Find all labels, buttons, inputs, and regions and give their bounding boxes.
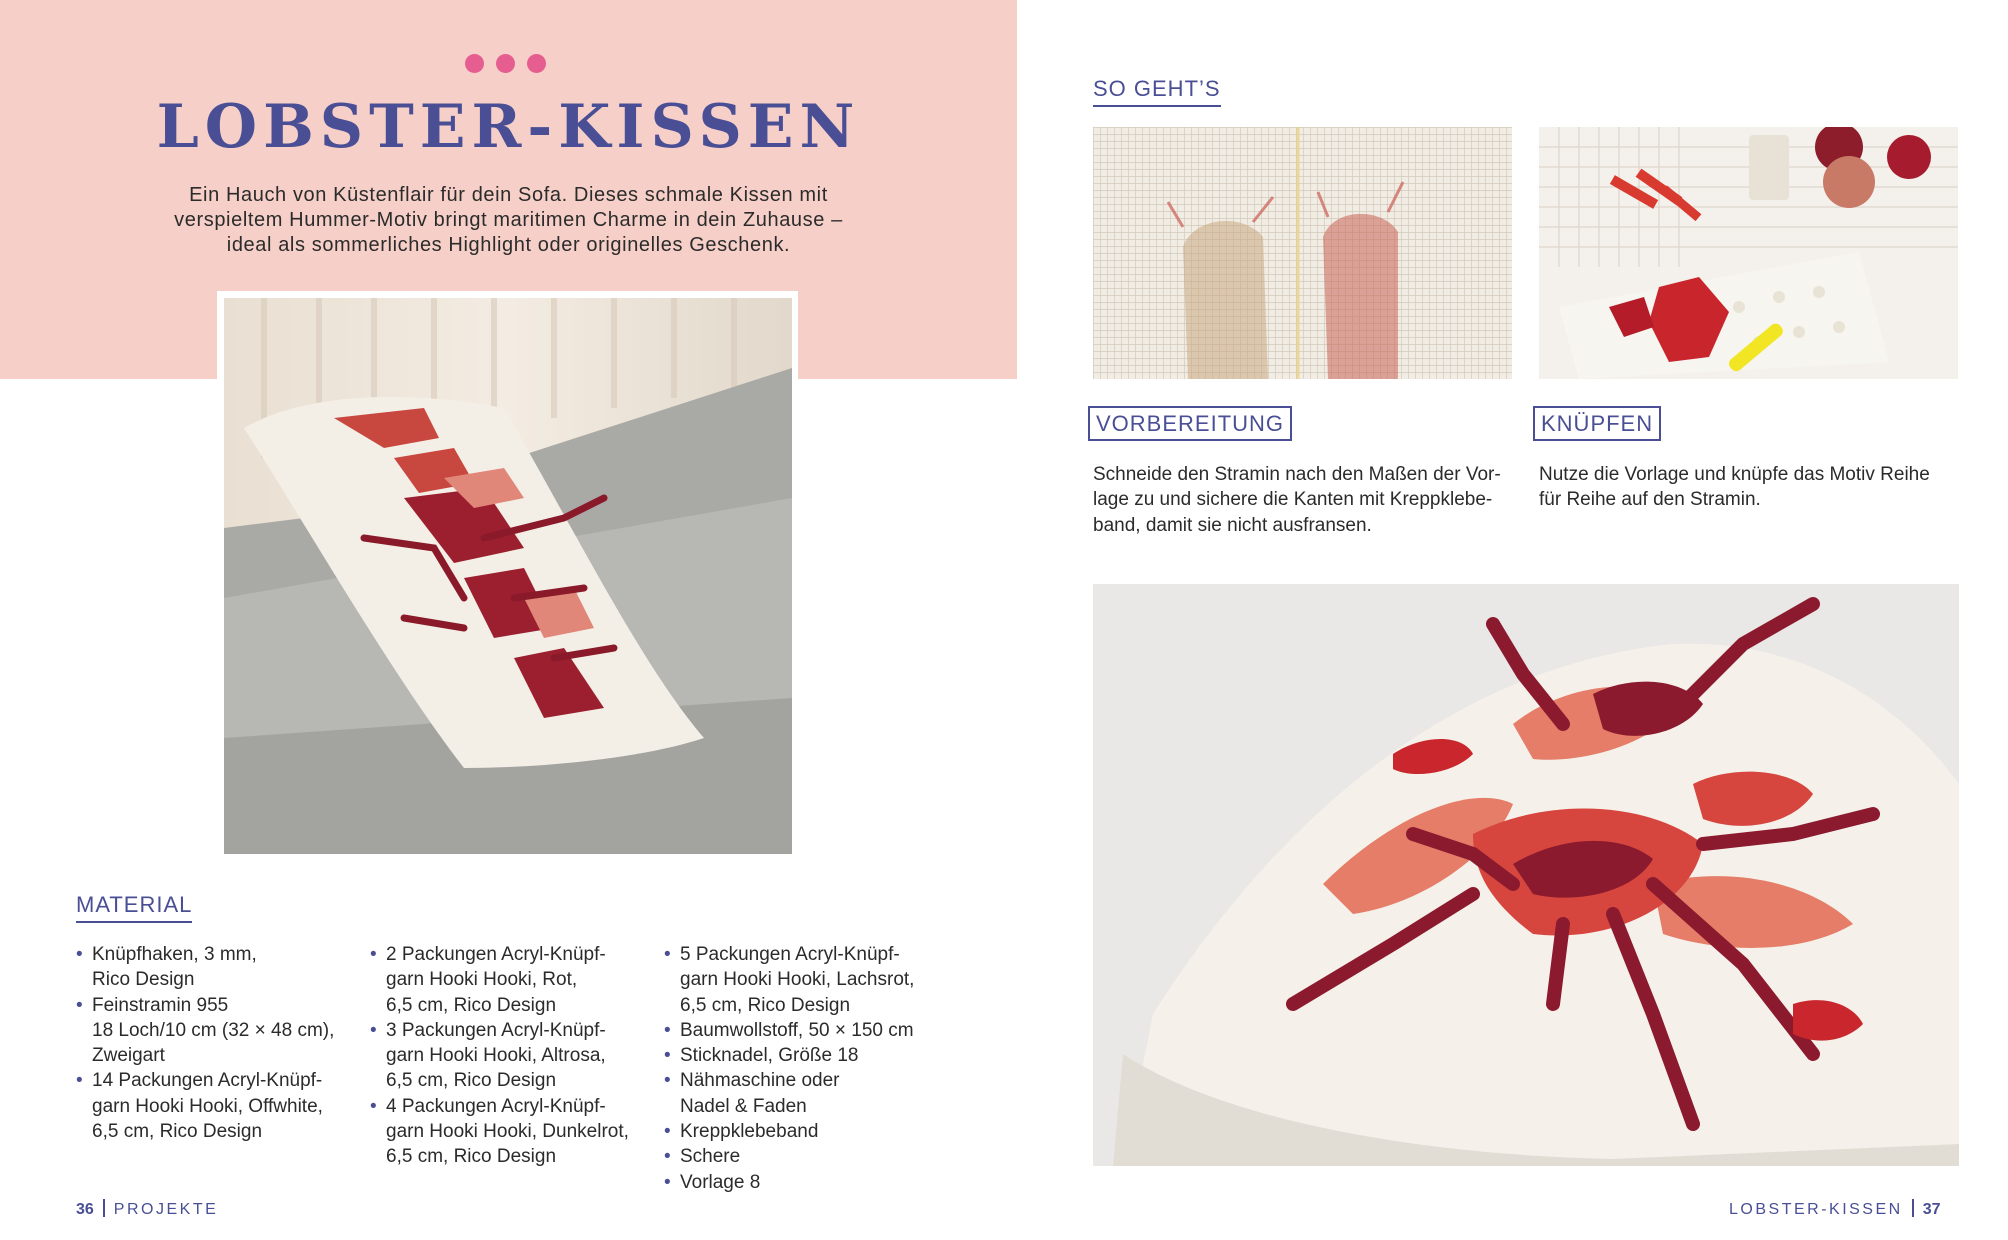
material-line: garn Hooki Hooki, Offwhite, (92, 1095, 323, 1117)
instructions-heading: SO GEHT’S (1093, 76, 1221, 107)
intro-text (120, 183, 897, 258)
material-item (370, 1018, 660, 1094)
material-line: Rico Design (92, 969, 195, 991)
material-line: Nadel & Faden (680, 1095, 807, 1117)
material-line: • Knüpfhaken, 3 mm, (92, 944, 257, 965)
page-title: LOBSTER-KISSEN (156, 92, 861, 162)
material-line: garn Hooki Hooki, Altrosa, (386, 1045, 606, 1067)
material-line: • Nähmaschine oder (680, 1070, 840, 1092)
material-item (664, 942, 954, 1018)
section-name: LOBSTER-KISSEN (1729, 1201, 1903, 1218)
material-line: garn Hooki Hooki, Rot, (386, 969, 578, 991)
material-line: 6,5 cm, Rico Design (680, 994, 851, 1016)
step-line: für Reihe auf den Stramin. (1539, 489, 1761, 511)
divider (1912, 1199, 1914, 1217)
step-line: Schneide den Stramin nach den Maßen der Vor- (1093, 464, 1501, 485)
page-number: 36 (76, 1201, 94, 1218)
material-item (664, 1119, 954, 1144)
material-line: • Schere (680, 1146, 741, 1168)
material-line: • Feinstramin 955 (92, 994, 229, 1016)
canvas-preparation-photo (1093, 127, 1512, 379)
intro-line: Ein Hauch von Küstenflair für dein Sofa. Dieses schmale Kissen mit (189, 184, 828, 206)
step-line: band, damit sie nicht ausfransen. (1093, 514, 1372, 536)
material-list (664, 942, 954, 1195)
decorative-dots (465, 54, 546, 73)
material-line: • Sticknadel, Größe 18 (680, 1045, 859, 1067)
page-number: 37 (1922, 1201, 1941, 1218)
material-line: garn Hooki Hooki, Lachsrot, (680, 969, 915, 991)
material-line: • Baumwollstoff, 50 × 150 cm (680, 1019, 914, 1041)
step-line: Nutze die Vorlage und knüpfe das Motiv Reihe (1539, 464, 1930, 485)
material-line: • 14 Packungen Acryl-Knüpf- (92, 1070, 323, 1092)
material-line: • 3 Packungen Acryl-Knüpf- (386, 1019, 606, 1041)
cushion-detail-photo (1093, 584, 1959, 1166)
material-list (370, 942, 660, 1170)
divider (103, 1199, 105, 1217)
dot-icon (527, 54, 546, 73)
material-line: 6,5 cm, Rico Design (386, 1146, 557, 1168)
material-item (76, 1068, 366, 1144)
section-name: PROJEKTE (113, 1201, 219, 1218)
material-line: • 4 Packungen Acryl-Knüpf- (386, 1095, 606, 1117)
page-footer-left (76, 1199, 218, 1219)
material-line: 6,5 cm, Rico Design (92, 1121, 263, 1143)
page-footer-right (1729, 1199, 1941, 1219)
material-line: 6,5 cm, Rico Design (386, 1070, 557, 1092)
dot-icon (496, 54, 515, 73)
material-list (76, 942, 366, 1144)
intro-line: ideal als sommerliches Highlight oder originelles Geschenk. (226, 234, 791, 256)
step-text-preparation (1093, 462, 1515, 538)
material-item (370, 942, 660, 1018)
cushion-on-sofa-photo (224, 298, 792, 854)
material-item (76, 942, 366, 993)
knotting-progress-photo (1539, 127, 1958, 379)
dot-icon (465, 54, 484, 73)
material-item (664, 1043, 954, 1068)
step-text-knotting (1539, 462, 1961, 513)
material-item (664, 1144, 954, 1169)
material-item (76, 993, 366, 1069)
material-line: • Vorlage 8 (680, 1171, 761, 1193)
material-item (664, 1170, 954, 1195)
material-heading: MATERIAL (76, 892, 192, 923)
material-line: 6,5 cm, Rico Design (386, 994, 557, 1016)
material-line: 18 Loch/10 cm (32 × 48 cm), (92, 1019, 335, 1041)
material-line: • 2 Packungen Acryl-Knüpf- (386, 944, 606, 965)
step-line: lage zu und sichere die Kanten mit Kreppklebe- (1093, 489, 1493, 511)
material-line: garn Hooki Hooki, Dunkelrot, (386, 1121, 629, 1143)
material-item (370, 1094, 660, 1170)
material-item (664, 1018, 954, 1043)
material-line: Zweigart (92, 1045, 165, 1067)
material-line: • 5 Packungen Acryl-Knüpf- (680, 944, 900, 965)
step-label-knotting: KNÜPFEN (1533, 406, 1661, 441)
step-label-preparation: VORBEREITUNG (1088, 406, 1292, 441)
material-item (664, 1068, 954, 1119)
material-line: • Kreppklebeband (680, 1121, 819, 1143)
intro-line: verspieltem Hummer-Motiv bringt maritimen Charme in dein Zuhause – (174, 209, 843, 231)
